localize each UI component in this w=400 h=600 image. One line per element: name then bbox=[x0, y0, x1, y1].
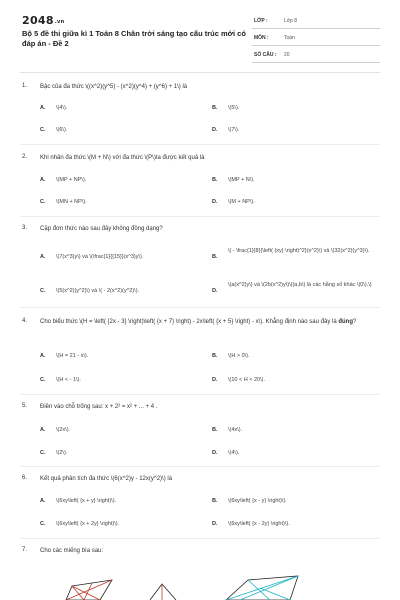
emphasis-text: đúng bbox=[338, 319, 354, 325]
question-divider bbox=[20, 538, 380, 539]
left-piece-figure bbox=[66, 580, 112, 600]
header-divider bbox=[20, 72, 380, 73]
question-divider bbox=[20, 394, 380, 395]
cardboard-pieces-figure bbox=[0, 566, 400, 600]
question-divider bbox=[20, 216, 380, 217]
question-divider bbox=[20, 144, 380, 145]
header bbox=[0, 0, 400, 72]
meta-row-class: LỚP : Lớp 8 bbox=[252, 14, 380, 29]
exam-meta bbox=[252, 14, 380, 65]
exam-page: $2048^{.vn}$ Bộ 5 đề thi giữa kì 1 Toán 8 Chân trời sáng tạo cấu trúc mới có đáp án - Đề 2 LỚP : Lớp 8 MÔN : Toán SỐ CÂU : 20 1. Bậc của đa thức \((x^2)(y^5) - (x^2)(y^4) + (y^6) + 1\) là A. \(4\). B. \(5\). C. \(6\). D. \(7\). 2. Khi nhân đa thức \(M + N\) với đa thức \(P\)ta được kết quả là A. \(MP + NP\). B. \(MP + N\). C. \(MN + NP\). D. \(M + NP\). 3. Cặp đơn thức nào sau đây không đồng dạng? A. \(7(x^3)y\) và \(\frac{1}{{15}}(x^3)y\). B. \( - \frac{1}{8}{\left( {xy} \right)^2}(x^2)\) và \(32(x^2)(y^3)\). C. \(5(x^2)(y^2)\) và \( - 2(x^2)(y^2)\). D. \(a(x^2)y\) và \(2b(x^2)y\)\((a,b\) là các hằng số khác \(0\).\) 4. Cho biểu thức \(H = \left( {2x - 3} \right)\left( {x + 7} \right) - 2x\left( {x + 5} \right) - x\). Khẳng định nào sau đây là đúng? A. \(H = 21 - x\). B. \(H > 0\). C. \(H < - 1\). D. \(10 < H < 20\). 5. Điền vào chỗ trống sau: x + 2² = x² + ... + 4 . A. \(2x\). B. \(4x\). C. \(2\). D. \(4\). 6. Kết quả phân tích đa thức \(6(x^2)y - 12x(y^2)\) là A. \(6xy\left( {x + y} \right)\). B. \(6xy\left( {x - y} \right)\). C. \(6xy\left( {x + 2y} \right)\). D. \(6xy\left( {x - 2y} \right)\). 7. Cho các miếng bìa sau: bbox=[0, 0, 400, 600]
meta-row-subject: MÔN : Toán bbox=[252, 31, 380, 46]
middle-piece-figure bbox=[150, 584, 176, 600]
meta-row-count: SỐ CÂU : 20 bbox=[252, 48, 380, 63]
question-divider bbox=[20, 466, 380, 467]
site-logo[interactable]: $2048^{.vn}$ bbox=[22, 14, 65, 27]
exam-title: Bộ 5 đề thi giữa kì 1 Toán 8 Chân trời sáng tạo cấu trúc mới có đáp án - Đề 2 bbox=[22, 29, 246, 48]
question-divider bbox=[20, 307, 380, 308]
right-piece-figure bbox=[226, 576, 298, 600]
